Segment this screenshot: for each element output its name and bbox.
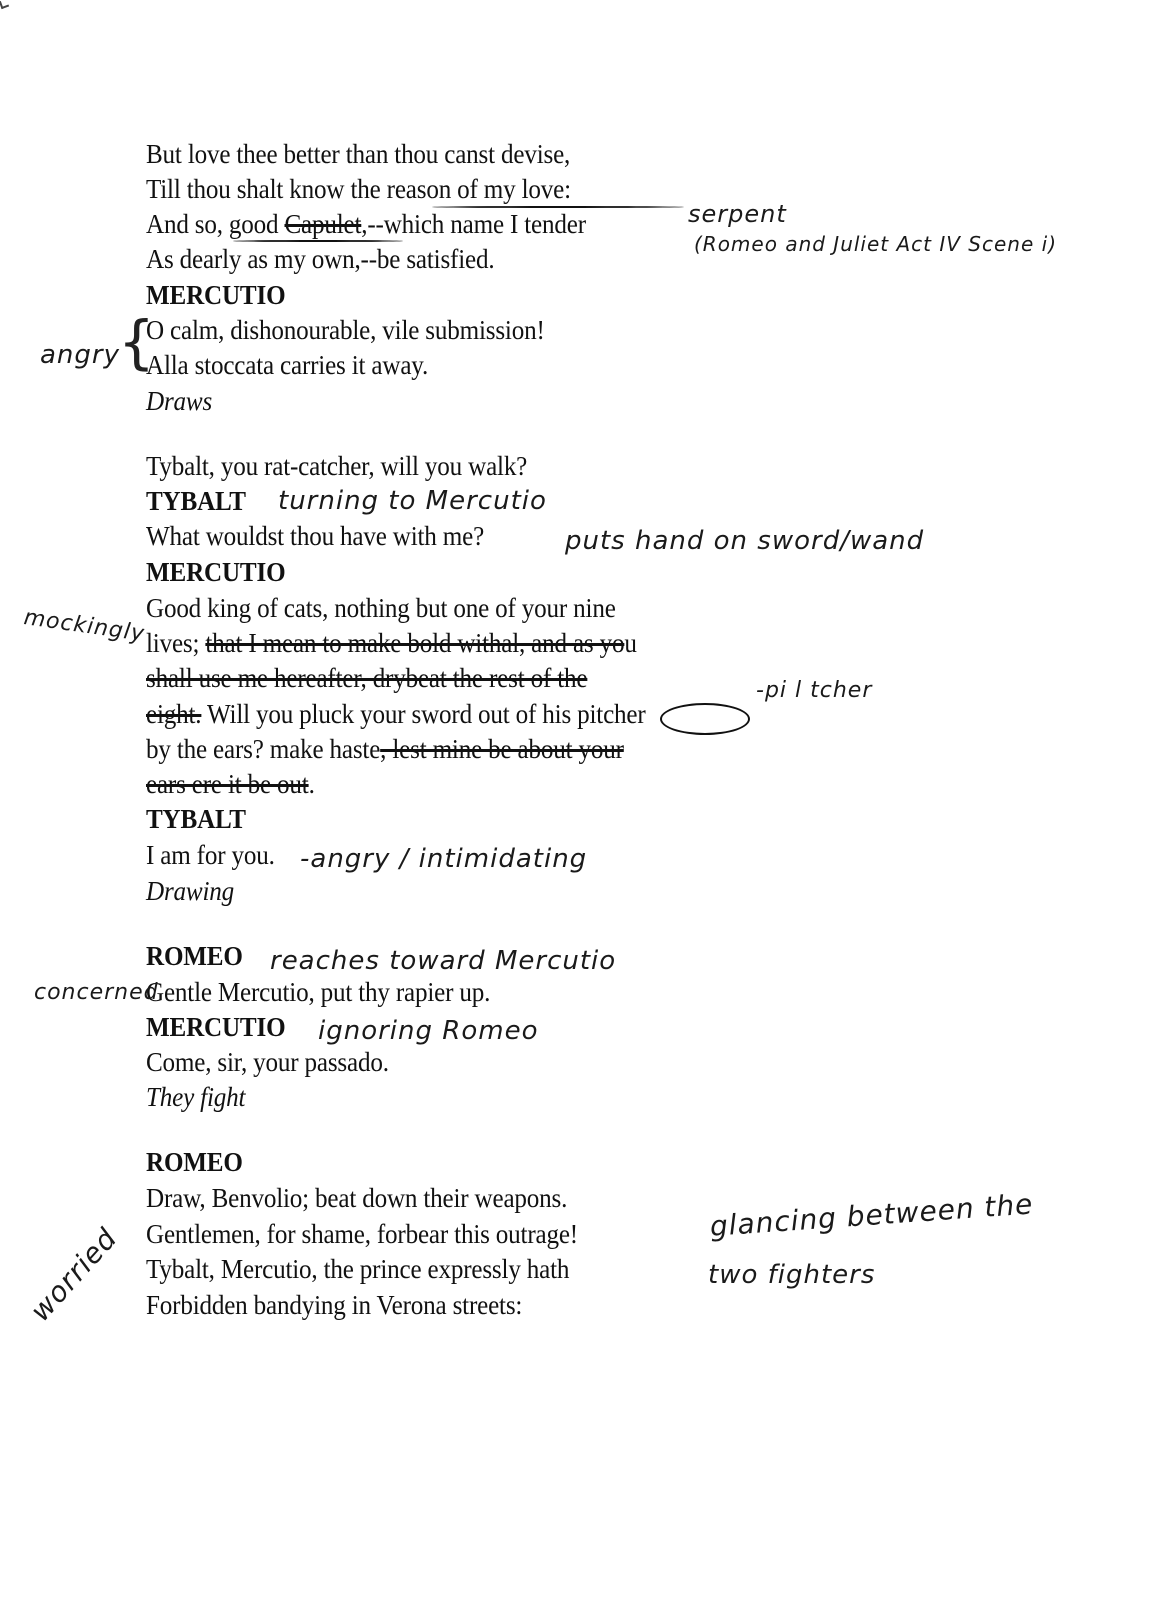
script-line: Forbidden bandying in Verona streets: (146, 1290, 523, 1320)
speaker-name: MERCUTIO (146, 280, 286, 310)
annotation-turning: turning to Mercutio (278, 486, 547, 516)
annotation-pitcher: -pi l tcher (756, 678, 873, 703)
annotation-reaches: reaches toward Mercutio (270, 946, 617, 976)
struck-text: shall use me hereafter, drybeat the rest of the (146, 663, 588, 693)
line-segment: by the ears? make haste (146, 734, 381, 764)
script-line (146, 698, 646, 730)
script-line (146, 733, 624, 765)
handwritten-circle (660, 703, 750, 735)
script-line: Alla stoccata carries it away. (146, 350, 429, 380)
curly-brace-mark: { (118, 308, 155, 376)
struck-text: , lest mine be about your (380, 734, 624, 764)
script-line: Good king of cats, nothing but one of your nine (146, 593, 616, 623)
annotation-angry-intimidating: -angry / intimidating (300, 844, 588, 874)
line-segment: And so, good (146, 209, 285, 239)
stage-direction: They fight (146, 1082, 246, 1112)
handwritten-underline (233, 240, 403, 242)
line-segment: Will you pluck your sword out of his pitcher (201, 699, 646, 729)
script-line: Gentle Mercutio, put thy rapier up. (146, 977, 491, 1007)
annotation-reference: (Romeo and Juliet Act IV Scene i) (694, 232, 1057, 256)
annotation-concerned: concerned (34, 980, 159, 1005)
annotation-angry: angry (40, 340, 120, 370)
script-line: O calm, dishonourable, vile submission! (146, 315, 545, 345)
annotation-puts-hand: puts hand on sword/wand (565, 526, 925, 556)
speaker-name: TYBALT (146, 804, 246, 834)
script-line: Tybalt, you rat-catcher, will you walk? (146, 451, 528, 481)
script-line: Tybalt, Mercutio, the prince expressly hath (146, 1254, 570, 1284)
speaker-name: MERCUTIO (146, 557, 286, 587)
script-line: But love thee better than thou canst devise, (146, 139, 571, 169)
struck-text: eight. (146, 699, 202, 729)
script-line (146, 768, 315, 800)
line-segment: . (308, 769, 315, 799)
stage-direction: Drawing (146, 876, 235, 906)
script-line: Come, sir, your passado. (146, 1047, 389, 1077)
speaker-name: TYBALT (146, 486, 246, 516)
handwritten-underline (432, 206, 684, 208)
script-line: As dearly as my own,--be satisfied. (146, 244, 495, 274)
speaker-name: ROMEO (146, 1147, 243, 1177)
struck-text: ears ere it be out (146, 769, 309, 799)
script-line (146, 208, 586, 240)
scan-corner-mark (0, 0, 9, 9)
line-segment: u (624, 628, 637, 658)
script-line: Draw, Benvolio; beat down their weapons. (146, 1183, 568, 1213)
stage-direction: Draws (146, 386, 213, 416)
script-line (146, 627, 637, 659)
struck-text: that I mean to make bold withal, and as yo (205, 628, 625, 658)
script-line: What wouldst thou have with me? (146, 521, 485, 551)
annotation-glancing: glancing between the (708, 1187, 1035, 1243)
annotation-two-fighters: two fighters (708, 1260, 876, 1290)
line-segment: ,--which name I tender (361, 209, 586, 239)
script-line: Till thou shalt know the reason of my love: (146, 174, 571, 204)
script-line: I am for you. (146, 840, 275, 870)
script-line (146, 662, 587, 694)
struck-word: Capulet (284, 209, 362, 239)
annotation-serpent: serpent (688, 200, 787, 228)
speaker-name: MERCUTIO (146, 1012, 286, 1042)
speaker-name: ROMEO (146, 941, 243, 971)
annotation-worried: worried (23, 1221, 124, 1328)
annotation-mockingly: mockingly (22, 605, 147, 647)
script-line: Gentlemen, for shame, forbear this outrage! (146, 1219, 578, 1249)
annotation-ignoring: ignoring Romeo (318, 1016, 539, 1046)
line-segment: lives; (146, 628, 206, 658)
